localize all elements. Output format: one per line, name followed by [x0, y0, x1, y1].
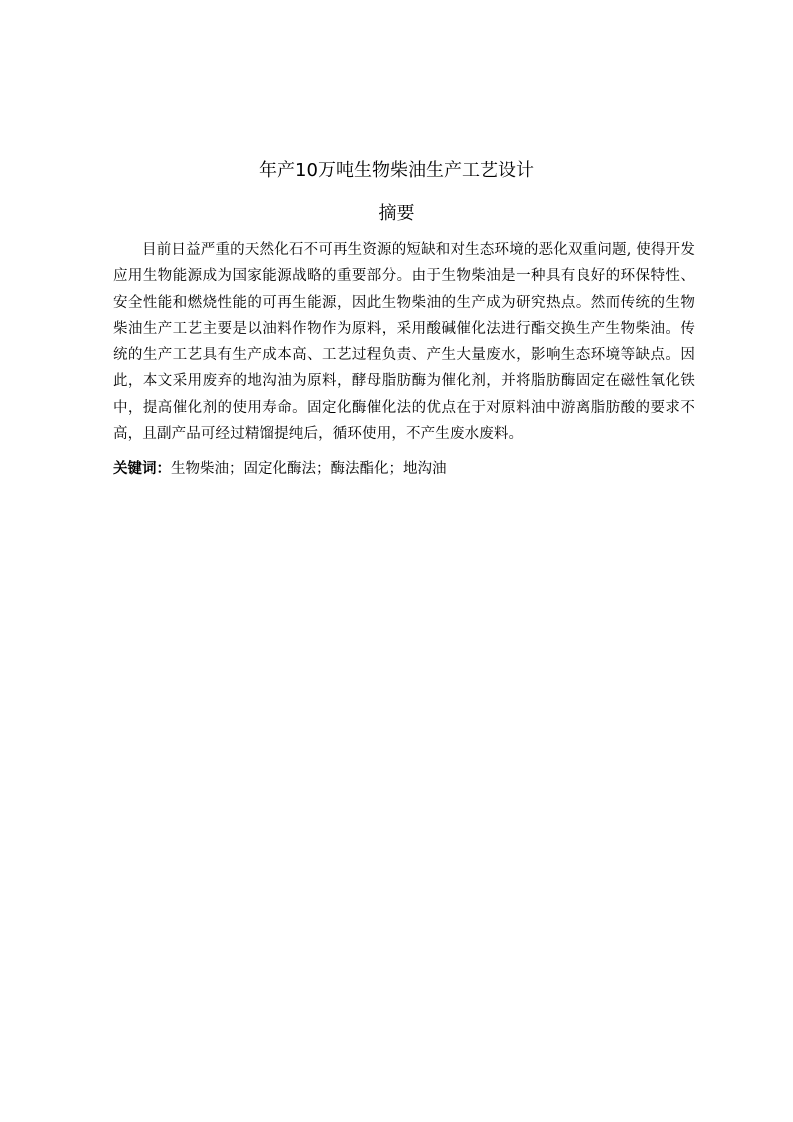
- keywords-list: 生物柴油；固定化酶法；酶法酯化；地沟油: [171, 461, 447, 477]
- keywords-line: [113, 456, 695, 482]
- abstract-paragraph: 目前日益严重的天然化石不可再生资源的短缺和对生态环境的恶化双重问题, 使得开发应用生物能源成为国家能源战略的重要部分。由于生物柴油是一种具有良好的环保特性、安全性能和燃烧性能的可再生能源，因此生物柴油的生产成为研究热点。然而传统的生物柴油生产工艺主要是以油料作物作为原料，采用酸碱催化法进行酯交换生产生物柴油。传统的生产工艺具有生产成本高、工艺过程负责、产生大量废水，影响生态环境等缺点。因此，本文采用废弃的地沟油为原料，酵母脂肪酶为催化剂，并将脂肪酶固定在磁性氧化铁中，提高催化剂的使用寿命。固定化酶催化法的优点在于对原料油中游离脂肪酸的要求不高，且副产品可经过精馏提纯后，循环使用，不产生废水废料。: [113, 242, 695, 443]
- document-title: 年产10万吨生物柴油生产工艺设计: [259, 160, 534, 181]
- keywords-label: 关键词：: [113, 461, 171, 477]
- abstract-heading: 摘要: [378, 203, 415, 224]
